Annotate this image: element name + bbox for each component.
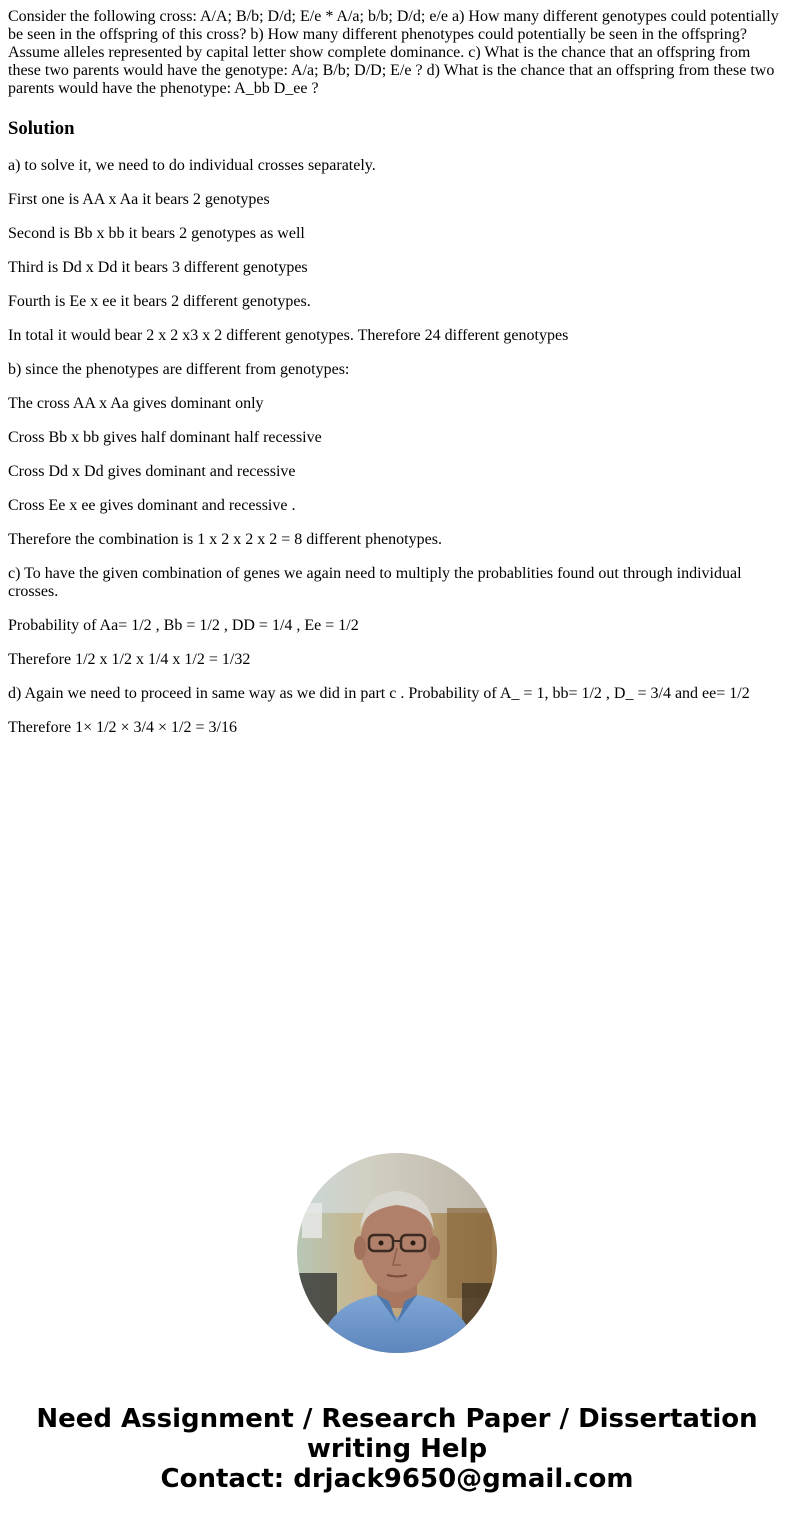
contact-email: Contact: drjack9650@gmail.com [160, 1464, 634, 1494]
solution-paragraph: b) since the phenotypes are different from genotypes: [8, 361, 350, 378]
solution-paragraph: Therefore 1× 1/2 × 3/4 × 1/2 = 3/16 [8, 719, 237, 736]
solution-paragraph: Therefore the combination is 1 x 2 x 2 x 2 = 8 different phenotypes. [8, 531, 442, 548]
author-portrait-image [297, 1153, 497, 1353]
solution-paragraph: The cross AA x Aa gives dominant only [8, 395, 264, 412]
solution-paragraph: Cross Bb x bb gives half dominant half recessive [8, 429, 322, 446]
banner-line-1: Need Assignment / Research Paper / Dissertation [36, 1404, 758, 1434]
solution-paragraph: Second is Bb x bb it bears 2 genotypes as well [8, 225, 305, 242]
solution-paragraph: Third is Dd x Dd it bears 3 different genotypes [8, 259, 308, 276]
solution-paragraph: d) Again we need to proceed in same way as we did in part c . Probability of A_ = 1, bb= 1/2 , D_ = 3/4 and ee= 1/2 [8, 685, 750, 702]
banner-line-2: writing Help [306, 1434, 488, 1464]
solution-heading: Solution [8, 118, 75, 139]
solution-paragraph: Fourth is Ee x ee it bears 2 different genotypes. [8, 293, 311, 310]
solution-paragraph: a) to solve it, we need to do individual crosses separately. [8, 157, 376, 174]
contact-banner [0, 1404, 794, 1494]
document-content [8, 8, 786, 737]
solution-paragraph: Cross Dd x Dd gives dominant and recessive [8, 463, 296, 480]
question-text: Consider the following cross: A/A; B/b; D/d; E/e * A/a; b/b; D/d; e/e a) How many different genotypes could potentially be seen in the offspring of this cross? b) How many different phenotypes could potentially be seen in the offspring? Assume alleles represented by capital letter show complete dominance. c) What is the chance that an offspring from these two parents would have the genotype: A/a; B/b; D/D; E/e ? d) What is the chance that an offspring from these two parents would have the phenotype: A_bb D_ee ? [8, 8, 779, 97]
solution-paragraph: First one is AA x Aa it bears 2 genotypes [8, 191, 270, 208]
author-avatar [297, 1153, 497, 1353]
solution-paragraph: Cross Ee x ee gives dominant and recessive . [8, 497, 296, 514]
solution-paragraph: Probability of Aa= 1/2 , Bb = 1/2 , DD = 1/4 , Ee = 1/2 [8, 617, 359, 634]
solution-paragraph: In total it would bear 2 x 2 x3 x 2 different genotypes. Therefore 24 different genotypes [8, 327, 569, 344]
solution-paragraph: Therefore 1/2 x 1/2 x 1/4 x 1/2 = 1/32 [8, 651, 251, 668]
solution-body [8, 157, 786, 737]
solution-paragraph: c) To have the given combination of genes we again need to multiply the probablities found out through individual crosses. [8, 565, 742, 600]
